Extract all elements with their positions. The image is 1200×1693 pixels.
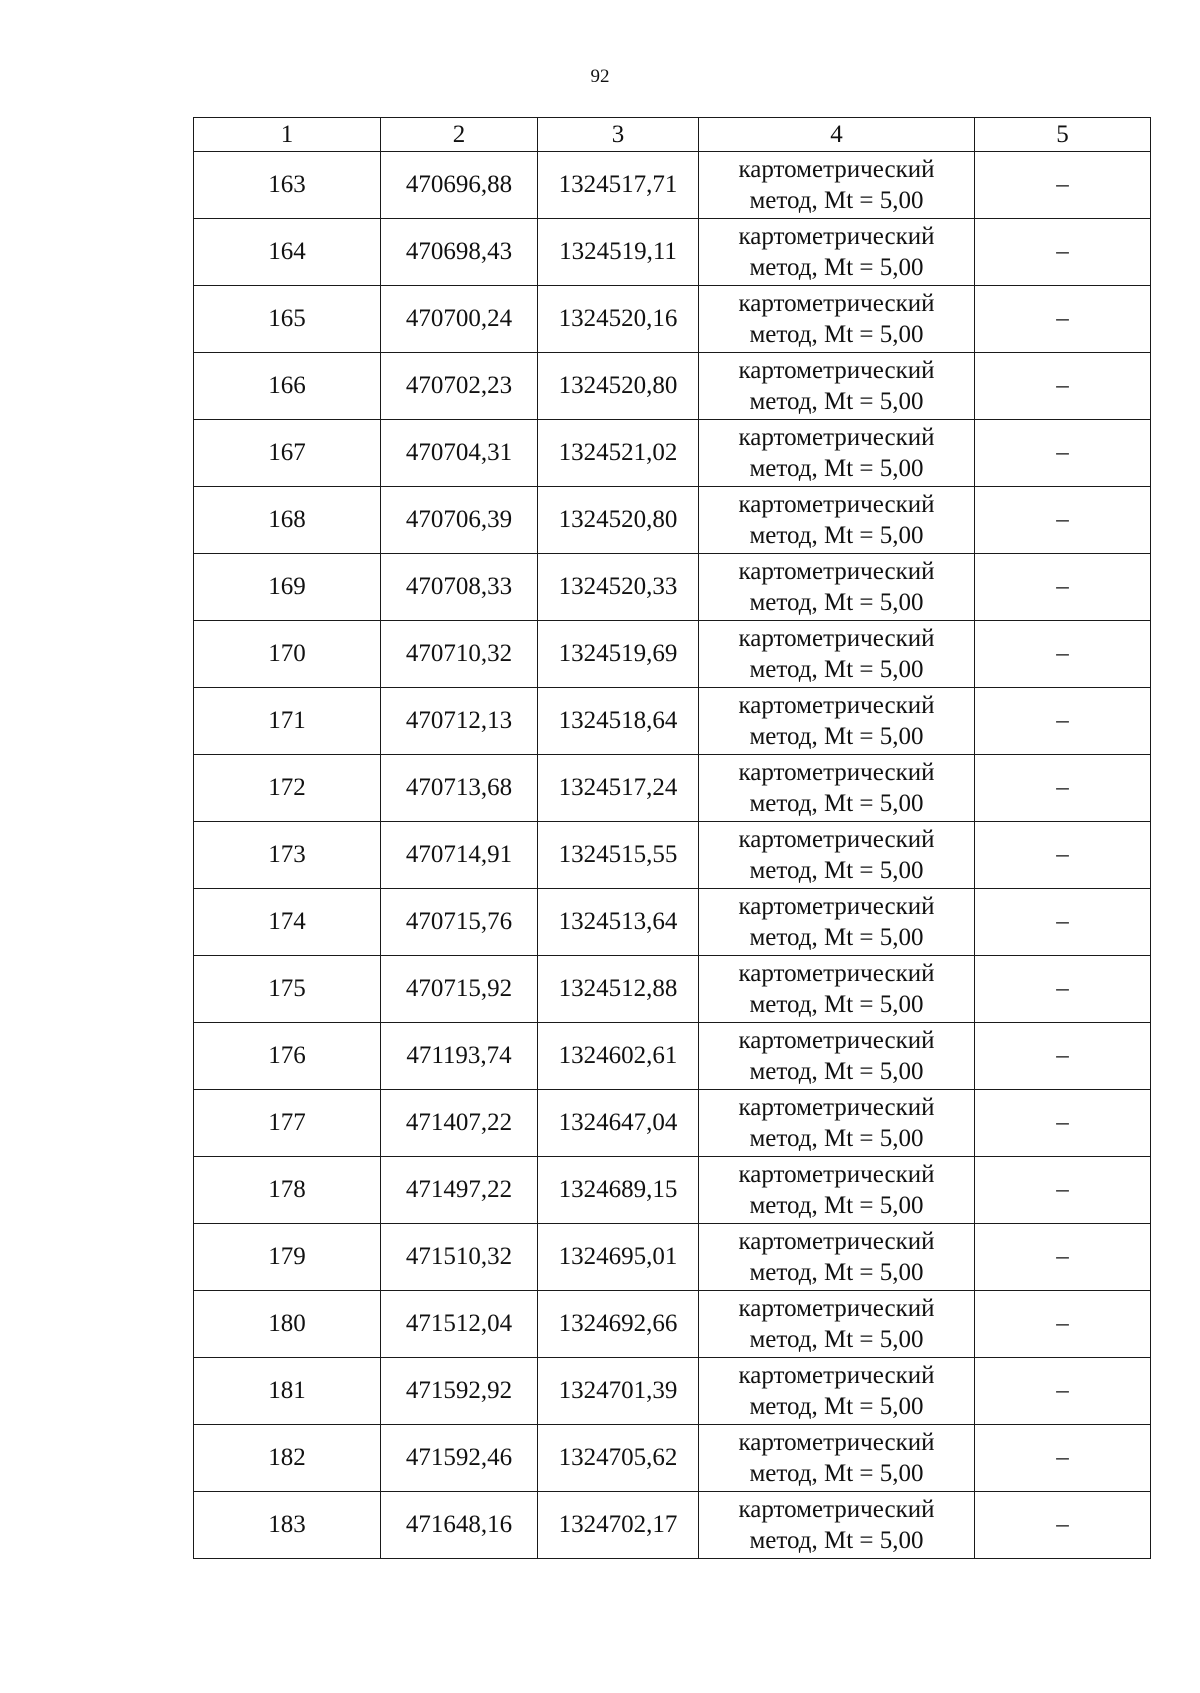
cell-point-number: 181 bbox=[194, 1358, 381, 1425]
method-line-1: картометрический bbox=[738, 692, 935, 719]
cell-coordinate-x: 471592,92 bbox=[381, 1358, 538, 1425]
table-row bbox=[194, 1492, 1151, 1559]
method-line-2: метод, Mt = 5,00 bbox=[749, 1326, 924, 1353]
cell-method bbox=[699, 755, 975, 822]
header-col-5: 5 bbox=[975, 118, 1151, 152]
method-line-1: картометрический bbox=[738, 759, 935, 786]
header-col-2: 2 bbox=[381, 118, 538, 152]
cell-point-number: 171 bbox=[194, 688, 381, 755]
table-row bbox=[194, 755, 1151, 822]
cell-point-number: 165 bbox=[194, 286, 381, 353]
cell-point-number: 168 bbox=[194, 487, 381, 554]
cell-col5: – bbox=[975, 1023, 1151, 1090]
method-line-2: метод, Mt = 5,00 bbox=[749, 1460, 924, 1487]
cell-col5: – bbox=[975, 420, 1151, 487]
cell-method bbox=[699, 219, 975, 286]
table-row bbox=[194, 487, 1151, 554]
table-row bbox=[194, 1358, 1151, 1425]
method-line-2: метод, Mt = 5,00 bbox=[749, 656, 924, 683]
coordinates-table bbox=[193, 117, 1151, 1559]
cell-coordinate-y: 1324701,39 bbox=[538, 1358, 699, 1425]
cell-coordinate-x: 471512,04 bbox=[381, 1291, 538, 1358]
table-row bbox=[194, 956, 1151, 1023]
cell-col5: – bbox=[975, 1425, 1151, 1492]
cell-point-number: 179 bbox=[194, 1224, 381, 1291]
method-line-2: метод, Mt = 5,00 bbox=[749, 1259, 924, 1286]
cell-col5: – bbox=[975, 755, 1151, 822]
cell-coordinate-y: 1324647,04 bbox=[538, 1090, 699, 1157]
method-line-2: метод, Mt = 5,00 bbox=[749, 321, 924, 348]
cell-coordinate-x: 470696,88 bbox=[381, 152, 538, 219]
cell-col5: – bbox=[975, 152, 1151, 219]
cell-col5: – bbox=[975, 688, 1151, 755]
table-row bbox=[194, 688, 1151, 755]
method-line-1: картометрический bbox=[738, 1161, 935, 1188]
cell-coordinate-x: 470713,68 bbox=[381, 755, 538, 822]
cell-method bbox=[699, 353, 975, 420]
method-line-1: картометрический bbox=[738, 625, 935, 652]
cell-coordinate-y: 1324520,33 bbox=[538, 554, 699, 621]
cell-coordinate-x: 470715,76 bbox=[381, 889, 538, 956]
method-line-1: картометрический bbox=[738, 1027, 935, 1054]
cell-coordinate-x: 470704,31 bbox=[381, 420, 538, 487]
header-col-3: 3 bbox=[538, 118, 699, 152]
method-line-1: картометрический bbox=[738, 893, 935, 920]
method-line-1: картометрический bbox=[738, 1496, 935, 1523]
cell-point-number: 176 bbox=[194, 1023, 381, 1090]
header-col-1: 1 bbox=[194, 118, 381, 152]
cell-point-number: 178 bbox=[194, 1157, 381, 1224]
cell-col5: – bbox=[975, 487, 1151, 554]
cell-coordinate-y: 1324515,55 bbox=[538, 822, 699, 889]
method-line-1: картометрический bbox=[738, 1362, 935, 1389]
cell-coordinate-x: 470714,91 bbox=[381, 822, 538, 889]
cell-method bbox=[699, 822, 975, 889]
cell-coordinate-y: 1324519,69 bbox=[538, 621, 699, 688]
cell-point-number: 182 bbox=[194, 1425, 381, 1492]
cell-method bbox=[699, 1023, 975, 1090]
cell-col5: – bbox=[975, 1157, 1151, 1224]
method-line-1: картометрический bbox=[738, 424, 935, 451]
cell-method bbox=[699, 621, 975, 688]
cell-method bbox=[699, 420, 975, 487]
method-line-1: картометрический bbox=[738, 1429, 935, 1456]
method-line-1: картометрический bbox=[738, 826, 935, 853]
cell-col5: – bbox=[975, 1492, 1151, 1559]
table-row bbox=[194, 621, 1151, 688]
table-row bbox=[194, 1023, 1151, 1090]
table-row bbox=[194, 1224, 1151, 1291]
cell-col5: – bbox=[975, 286, 1151, 353]
cell-point-number: 174 bbox=[194, 889, 381, 956]
cell-coordinate-y: 1324517,71 bbox=[538, 152, 699, 219]
cell-col5: – bbox=[975, 1224, 1151, 1291]
cell-coordinate-x: 470715,92 bbox=[381, 956, 538, 1023]
table-row bbox=[194, 554, 1151, 621]
cell-coordinate-y: 1324702,17 bbox=[538, 1492, 699, 1559]
cell-point-number: 163 bbox=[194, 152, 381, 219]
method-line-1: картометрический bbox=[738, 156, 935, 183]
cell-col5: – bbox=[975, 956, 1151, 1023]
cell-col5: – bbox=[975, 1358, 1151, 1425]
table-row bbox=[194, 1291, 1151, 1358]
header-col-4: 4 bbox=[699, 118, 975, 152]
cell-col5: – bbox=[975, 1090, 1151, 1157]
cell-point-number: 173 bbox=[194, 822, 381, 889]
cell-coordinate-x: 471648,16 bbox=[381, 1492, 538, 1559]
cell-method bbox=[699, 956, 975, 1023]
cell-point-number: 170 bbox=[194, 621, 381, 688]
table-header-row bbox=[194, 118, 1151, 152]
method-line-2: метод, Mt = 5,00 bbox=[749, 1393, 924, 1420]
cell-coordinate-x: 470710,32 bbox=[381, 621, 538, 688]
cell-col5: – bbox=[975, 219, 1151, 286]
method-line-1: картометрический bbox=[738, 1228, 935, 1255]
method-line-2: метод, Mt = 5,00 bbox=[749, 790, 924, 817]
cell-method bbox=[699, 1358, 975, 1425]
table-row bbox=[194, 822, 1151, 889]
cell-coordinate-x: 470700,24 bbox=[381, 286, 538, 353]
table-row bbox=[194, 1090, 1151, 1157]
cell-method bbox=[699, 1157, 975, 1224]
cell-coordinate-y: 1324520,16 bbox=[538, 286, 699, 353]
method-line-1: картометрический bbox=[738, 491, 935, 518]
cell-point-number: 169 bbox=[194, 554, 381, 621]
method-line-2: метод, Mt = 5,00 bbox=[749, 1527, 924, 1554]
cell-coordinate-x: 470708,33 bbox=[381, 554, 538, 621]
method-line-2: метод, Mt = 5,00 bbox=[749, 1192, 924, 1219]
cell-coordinate-x: 471510,32 bbox=[381, 1224, 538, 1291]
method-line-2: метод, Mt = 5,00 bbox=[749, 991, 924, 1018]
cell-coordinate-x: 470702,23 bbox=[381, 353, 538, 420]
cell-col5: – bbox=[975, 1291, 1151, 1358]
cell-point-number: 180 bbox=[194, 1291, 381, 1358]
cell-col5: – bbox=[975, 822, 1151, 889]
cell-coordinate-x: 471407,22 bbox=[381, 1090, 538, 1157]
cell-point-number: 183 bbox=[194, 1492, 381, 1559]
page-number: 92 bbox=[590, 66, 610, 87]
cell-point-number: 167 bbox=[194, 420, 381, 487]
cell-coordinate-x: 470706,39 bbox=[381, 487, 538, 554]
table-row bbox=[194, 152, 1151, 219]
table-row bbox=[194, 1157, 1151, 1224]
cell-coordinate-y: 1324513,64 bbox=[538, 889, 699, 956]
cell-coordinate-x: 470698,43 bbox=[381, 219, 538, 286]
method-line-2: метод, Mt = 5,00 bbox=[749, 1058, 924, 1085]
method-line-2: метод, Mt = 5,00 bbox=[749, 589, 924, 616]
method-line-1: картометрический bbox=[738, 290, 935, 317]
cell-col5: – bbox=[975, 353, 1151, 420]
table-body bbox=[194, 152, 1151, 1559]
cell-coordinate-y: 1324705,62 bbox=[538, 1425, 699, 1492]
method-line-1: картометрический bbox=[738, 1295, 935, 1322]
method-line-2: метод, Mt = 5,00 bbox=[749, 924, 924, 951]
table-row bbox=[194, 1425, 1151, 1492]
table-row bbox=[194, 889, 1151, 956]
cell-point-number: 164 bbox=[194, 219, 381, 286]
cell-point-number: 166 bbox=[194, 353, 381, 420]
cell-col5: – bbox=[975, 554, 1151, 621]
cell-coordinate-y: 1324689,15 bbox=[538, 1157, 699, 1224]
table-row bbox=[194, 219, 1151, 286]
cell-coordinate-y: 1324695,01 bbox=[538, 1224, 699, 1291]
cell-method bbox=[699, 1224, 975, 1291]
method-line-1: картометрический bbox=[738, 357, 935, 384]
cell-method bbox=[699, 688, 975, 755]
method-line-2: метод, Mt = 5,00 bbox=[749, 1125, 924, 1152]
table-row bbox=[194, 353, 1151, 420]
cell-coordinate-y: 1324602,61 bbox=[538, 1023, 699, 1090]
cell-coordinate-y: 1324520,80 bbox=[538, 487, 699, 554]
table-row bbox=[194, 286, 1151, 353]
cell-method bbox=[699, 152, 975, 219]
cell-point-number: 175 bbox=[194, 956, 381, 1023]
method-line-1: картометрический bbox=[738, 1094, 935, 1121]
method-line-2: метод, Mt = 5,00 bbox=[749, 187, 924, 214]
cell-coordinate-y: 1324518,64 bbox=[538, 688, 699, 755]
cell-coordinate-x: 471193,74 bbox=[381, 1023, 538, 1090]
cell-method bbox=[699, 1090, 975, 1157]
cell-coordinate-y: 1324512,88 bbox=[538, 956, 699, 1023]
cell-method bbox=[699, 286, 975, 353]
method-line-2: метод, Mt = 5,00 bbox=[749, 723, 924, 750]
cell-method bbox=[699, 889, 975, 956]
cell-coordinate-y: 1324521,02 bbox=[538, 420, 699, 487]
method-line-2: метод, Mt = 5,00 bbox=[749, 254, 924, 281]
cell-coordinate-x: 471497,22 bbox=[381, 1157, 538, 1224]
cell-point-number: 177 bbox=[194, 1090, 381, 1157]
cell-method bbox=[699, 487, 975, 554]
cell-coordinate-y: 1324520,80 bbox=[538, 353, 699, 420]
table-row bbox=[194, 420, 1151, 487]
cell-coordinate-y: 1324517,24 bbox=[538, 755, 699, 822]
method-line-2: метод, Mt = 5,00 bbox=[749, 857, 924, 884]
method-line-2: метод, Mt = 5,00 bbox=[749, 455, 924, 482]
cell-coordinate-y: 1324519,11 bbox=[538, 219, 699, 286]
cell-method bbox=[699, 1492, 975, 1559]
cell-method bbox=[699, 1425, 975, 1492]
cell-method bbox=[699, 1291, 975, 1358]
cell-col5: – bbox=[975, 621, 1151, 688]
cell-coordinate-x: 470712,13 bbox=[381, 688, 538, 755]
cell-point-number: 172 bbox=[194, 755, 381, 822]
cell-coordinate-x: 471592,46 bbox=[381, 1425, 538, 1492]
cell-col5: – bbox=[975, 889, 1151, 956]
method-line-1: картометрический bbox=[738, 223, 935, 250]
cell-method bbox=[699, 554, 975, 621]
method-line-1: картометрический bbox=[738, 960, 935, 987]
cell-coordinate-y: 1324692,66 bbox=[538, 1291, 699, 1358]
method-line-2: метод, Mt = 5,00 bbox=[749, 522, 924, 549]
method-line-2: метод, Mt = 5,00 bbox=[749, 388, 924, 415]
method-line-1: картометрический bbox=[738, 558, 935, 585]
